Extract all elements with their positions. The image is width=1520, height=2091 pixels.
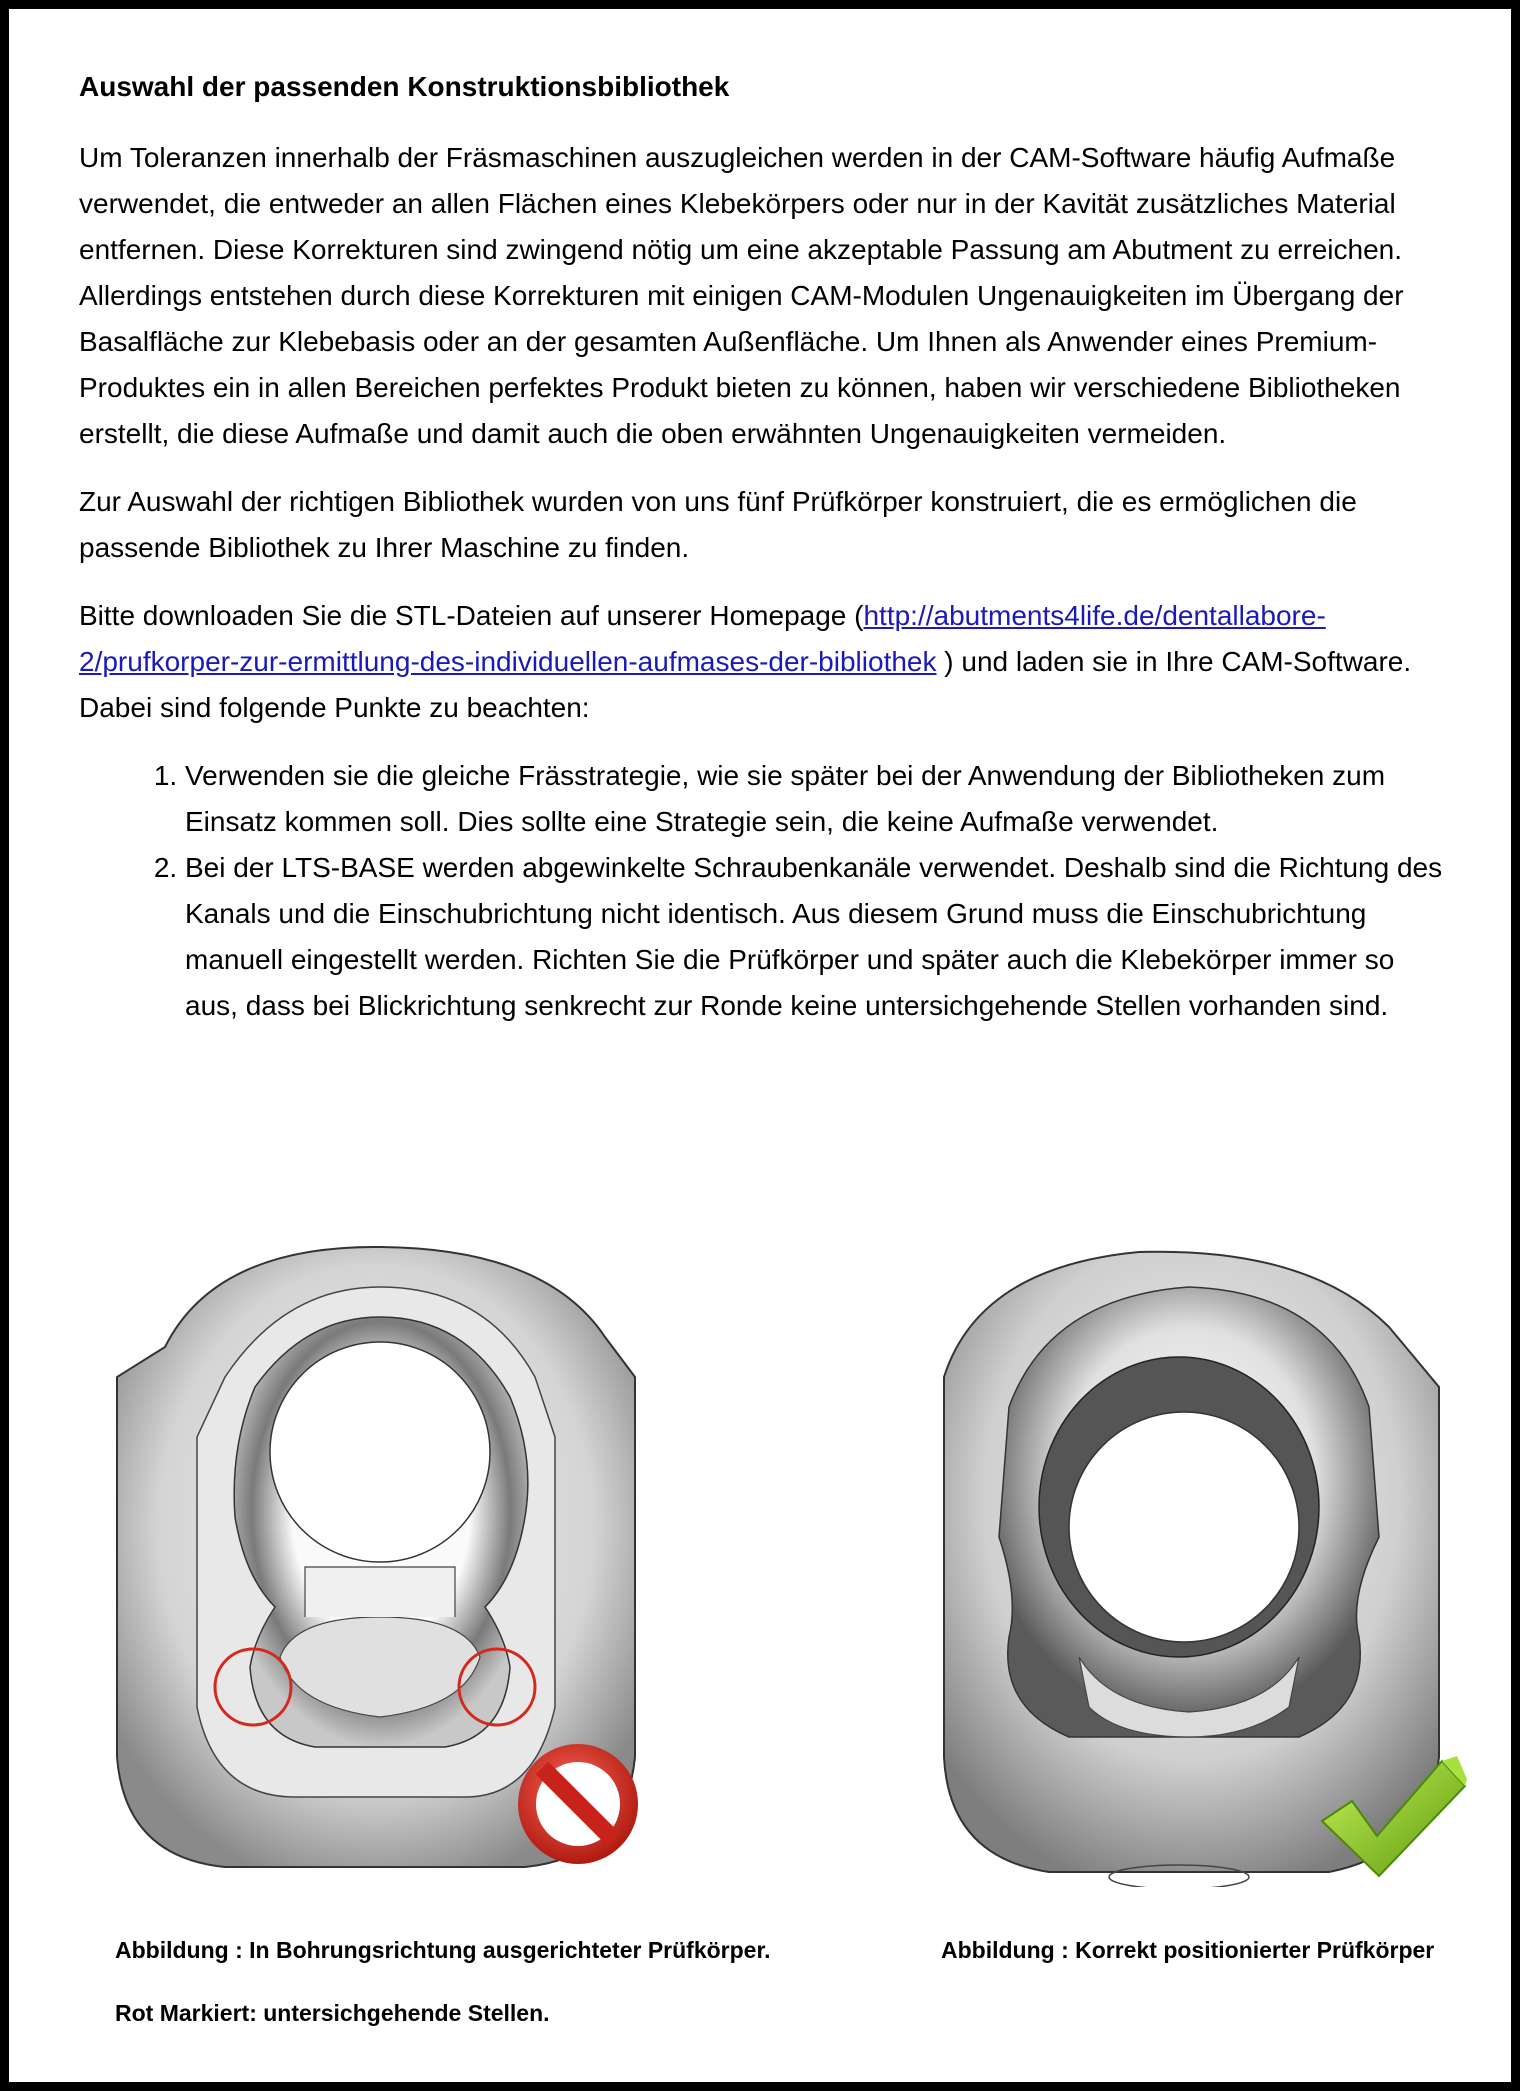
list-item: 1. Verwenden sie die gleiche Frässtrategie, wie sie später bei der Anwendung der Bibliotheken zum Einsatz kommen soll. Dies sollte eine Strategie sein, die keine Aufmaße verwendet. xyxy=(185,753,1444,845)
page-title: Auswahl der passenden Konstruktionsbibliothek xyxy=(79,71,730,102)
figure-left-test-body xyxy=(105,1237,665,1887)
paragraph-download xyxy=(79,593,1444,731)
figure-right-caption: Abbildung : Korrekt positionierter Prüfkörper xyxy=(941,1937,1435,1963)
paragraph-tolerances: Um Toleranzen innerhalb der Fräsmaschinen auszugleichen werden in der CAM-Software häufig Aufmaße verwendet, die entweder an allen Flächen eines Klebekörpers oder nur in der Kavität zusätzliches Material entfernen. Diese Korrekturen sind zwingend nötig um eine akzeptable Passung am Abutment zu erreichen. Allerdings entstehen durch diese Korrekturen mit einigen CAM-Modulen Ungenauigkeiten im Übergang der Basalfläche zur Klebebasis oder an der gesamten Außenfläche. Um Ihnen als Anwender eines Premium-Produktes ein in allen Bereichen perfektes Produkt bieten zu können, haben wir verschiedene Bibliotheken erstellt, die diese Aufmaße und damit auch die oben erwähnten Ungenauigkeiten vermeiden. xyxy=(79,142,1404,449)
figure-left-caption: Abbildung : In Bohrungsrichtung ausgerichteter Prüfkörper. xyxy=(115,1937,771,1963)
list-item: 2. Bei der LTS-BASE werden abgewinkelte Schraubenkanäle verwendet. Deshalb sind die Richtung des Kanals und die Einschubrichtung nicht identisch. Aus diesem Grund muss die Einschubrichtung manuell eingestellt werden. Richten Sie die Prüfkörper und später auch die Klebekörper immer so aus, dass bei Blickrichtung senkrecht zur Ronde keine untersichgehende Stellen vorhanden sind. xyxy=(185,845,1444,1029)
figure-right-test-body xyxy=(929,1237,1469,1887)
paragraph-test-bodies: Zur Auswahl der richtigen Bibliothek wurden von uns fünf Prüfkörper konstruiert, die es ermöglichen die passende Bibliothek zu Ihrer Maschine zu finden. xyxy=(79,486,1357,563)
checkmark-icon xyxy=(1317,1751,1467,1881)
homepage-link[interactable]: http://abutments4life.de/dentallabore-2/prufkorper-zur-ermittlung-des-individuellen-aufmases-der-bibliothek xyxy=(79,600,1326,677)
download-text-after: ) und laden sie in Ihre CAM-Software. Dabei sind folgende Punkte zu beachten: xyxy=(79,646,1412,723)
document-page xyxy=(9,9,1511,2082)
download-text-before: Bitte downloaden Sie die STL-Dateien auf unserer Homepage ( xyxy=(79,600,864,631)
instruction-list xyxy=(79,753,1444,1029)
figure-left-note: Rot Markiert: untersichgehende Stellen. xyxy=(115,2000,550,2026)
prohibited-icon xyxy=(513,1739,643,1869)
text-content xyxy=(79,61,1444,1029)
